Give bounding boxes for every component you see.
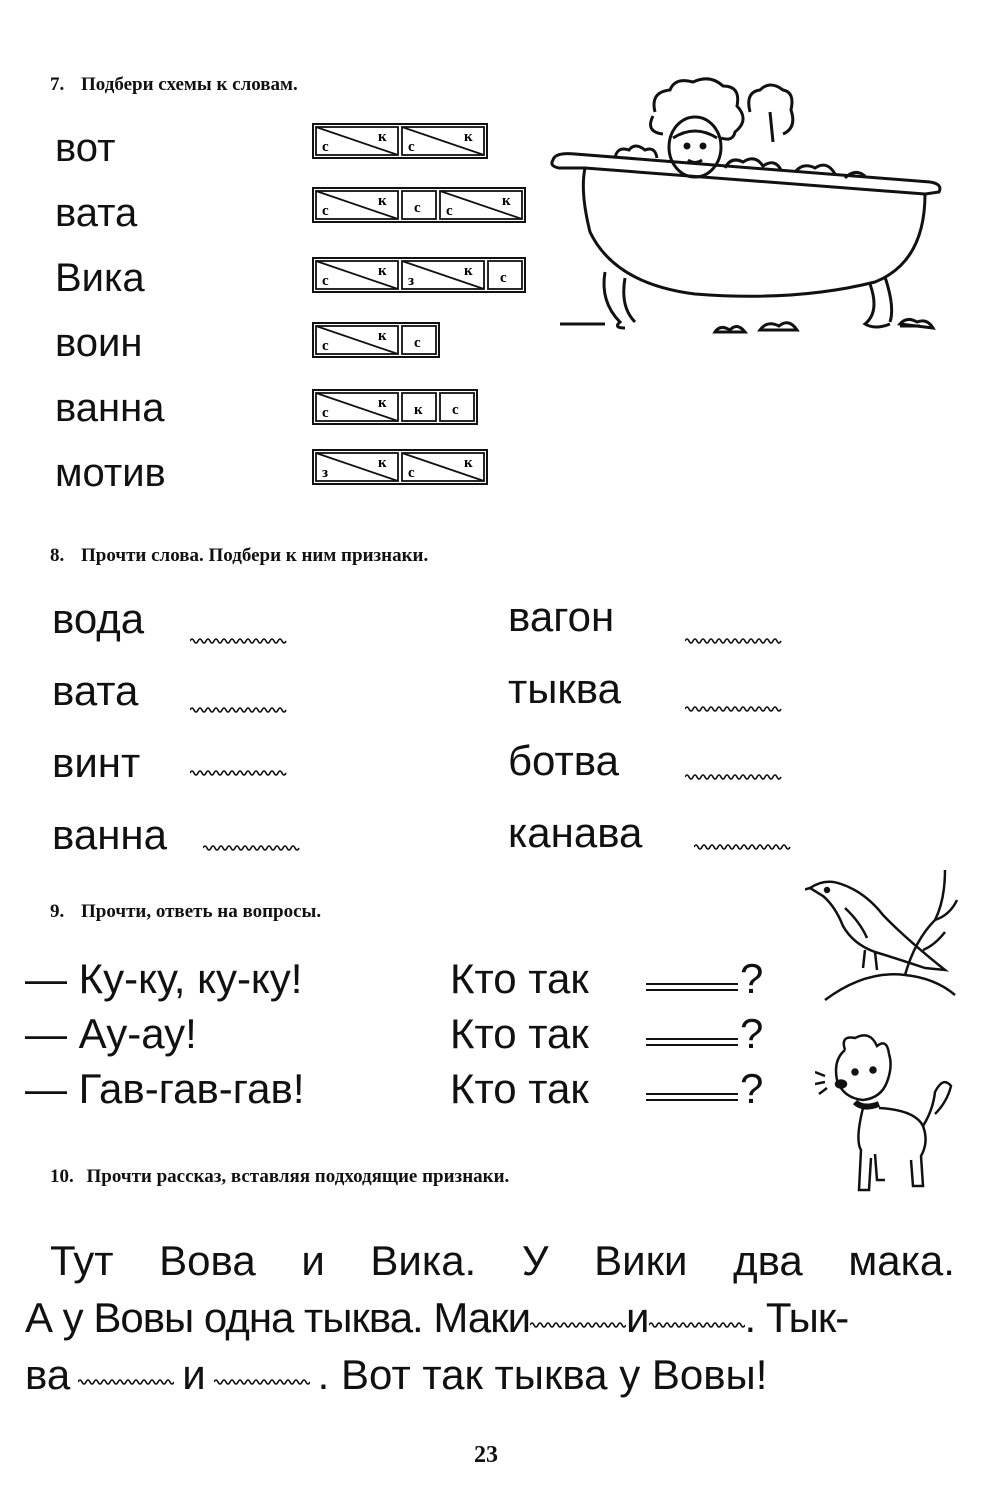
syllable-scheme[interactable] (312, 257, 526, 293)
question-text: Кто так (450, 955, 589, 1002)
scheme-frame (313, 124, 487, 158)
answer-blank[interactable] (530, 1318, 626, 1332)
story-word: Вики (594, 1237, 688, 1284)
task9-number: 9. (50, 901, 65, 922)
story-line (25, 1232, 955, 1289)
answer-blank[interactable] (214, 1375, 310, 1389)
syllable-scheme[interactable] (312, 123, 488, 159)
cell-letter: с (452, 402, 459, 418)
cell-letter: с (414, 200, 421, 216)
story-text (25, 1232, 955, 1403)
story-text-fragment: . Тык- (744, 1294, 849, 1341)
cell-letter: с (322, 273, 329, 289)
syllable-scheme[interactable] (312, 389, 478, 425)
cell-letter: с (322, 139, 329, 155)
story-word: два (733, 1237, 803, 1284)
call-text: — Гав-гав-гав! (25, 1065, 305, 1112)
task7-word: мотив (55, 451, 166, 495)
bathtub-illustration (545, 72, 945, 342)
task7-word: вата (55, 191, 138, 235)
scheme-drawing (312, 389, 478, 425)
task9-heading (50, 901, 321, 923)
question-mark: ? (740, 1010, 764, 1057)
story-text-fragment: и (626, 1294, 649, 1341)
story-word: и (301, 1237, 325, 1284)
task7-word: Вика (55, 256, 145, 300)
question-text: Кто так (450, 1010, 589, 1057)
task8-word: ботва (508, 737, 619, 784)
answer-blank[interactable] (78, 1375, 174, 1389)
answer-blank[interactable] (190, 703, 290, 717)
story-text-fragment: А у Вовы одна тыква. Маки (25, 1294, 531, 1341)
cell-letter: з (408, 273, 415, 289)
story-line (25, 1289, 955, 1346)
cell-letter: с (500, 270, 507, 286)
cell-letter: к (378, 129, 387, 145)
cell-letter: с (322, 203, 329, 219)
task7-word: воин (55, 321, 143, 365)
cell-letter: к (414, 402, 423, 418)
scheme-drawing (312, 123, 488, 159)
task7-number: 7. (50, 74, 65, 95)
syllable-scheme[interactable] (312, 322, 440, 358)
task7-word: ванна (55, 386, 165, 430)
cell-letter: к (464, 263, 473, 279)
story-word: мака. (848, 1237, 955, 1284)
task7-word: вот (55, 126, 116, 170)
cell-letter: к (378, 328, 387, 344)
cell-letter: к (464, 455, 473, 471)
story-text-fragment: ва (25, 1351, 71, 1398)
task8-title: Прочти слова. Подбери к ним признаки. (81, 545, 429, 566)
scheme-frame (313, 258, 525, 292)
answer-blank[interactable] (646, 1090, 738, 1104)
task8-word: вата (52, 667, 139, 714)
cell-letter: к (378, 395, 387, 411)
call-text: — Ку-ку, ку-ку! (25, 955, 303, 1002)
task8-word: вода (52, 595, 145, 642)
cell-letter: к (464, 129, 473, 145)
task9-title: Прочти, ответь на вопросы. (81, 901, 322, 922)
task10-heading (50, 1166, 509, 1188)
answer-blank[interactable] (694, 840, 794, 854)
task8-word: ванна (52, 811, 167, 858)
story-word: Вика. (370, 1237, 477, 1284)
answer-blank[interactable] (649, 1318, 745, 1332)
task10-number: 10. (50, 1166, 74, 1187)
story-text-fragment: и (182, 1351, 206, 1398)
task8-word: вагон (508, 593, 615, 640)
story-word: Тут (50, 1237, 114, 1284)
answer-blank[interactable] (685, 702, 785, 716)
answer-blank[interactable] (685, 770, 785, 784)
dog-illustration (815, 1030, 955, 1200)
story-line (25, 1346, 955, 1403)
syllable-scheme[interactable] (312, 187, 526, 223)
answer-blank[interactable] (203, 841, 303, 855)
cell-letter: з (322, 465, 329, 481)
task8-word: тыква (508, 665, 621, 712)
answer-blank[interactable] (646, 1035, 738, 1049)
cell-letter: с (322, 405, 329, 421)
story-text-fragment: . Вот так тыква у Вовы! (317, 1351, 768, 1398)
cell-letter: с (322, 338, 329, 354)
task7-heading (50, 74, 298, 96)
question-text: Кто так (450, 1065, 589, 1112)
page-number: 23 (474, 1442, 498, 1468)
question-mark: ? (740, 1065, 764, 1112)
cell-letter: с (408, 465, 415, 481)
cell-letter: с (408, 139, 415, 155)
task8-heading (50, 545, 428, 567)
story-word: У (521, 1237, 549, 1284)
cell-letter: к (378, 193, 387, 209)
answer-blank[interactable] (190, 634, 290, 648)
cell-letter: к (378, 263, 387, 279)
task8-number: 8. (50, 545, 65, 566)
question-mark: ? (740, 955, 764, 1002)
answer-blank[interactable] (190, 766, 290, 780)
cell-letter: с (414, 335, 421, 351)
story-word: Вова (159, 1237, 256, 1284)
task8-word: канава (508, 809, 643, 856)
bird-on-branch-illustration (805, 860, 965, 1010)
task10-title: Прочти рассказ, вставляя подходящие признаки. (86, 1166, 510, 1187)
call-text: — Ау-ау! (25, 1010, 197, 1057)
scheme-drawing (312, 187, 526, 223)
cell-letter: к (502, 193, 511, 209)
cell-letter: с (446, 203, 453, 219)
answer-blank[interactable] (646, 980, 738, 994)
scheme-drawing (312, 257, 526, 293)
scheme-drawing (312, 322, 440, 358)
answer-blank[interactable] (685, 634, 785, 648)
cell-letter: к (378, 455, 387, 471)
scheme-frame (313, 450, 487, 484)
syllable-scheme[interactable] (312, 449, 488, 485)
task8-word: винт (52, 739, 141, 786)
task7-title: Подбери схемы к словам. (81, 74, 298, 95)
scheme-drawing (312, 449, 488, 485)
